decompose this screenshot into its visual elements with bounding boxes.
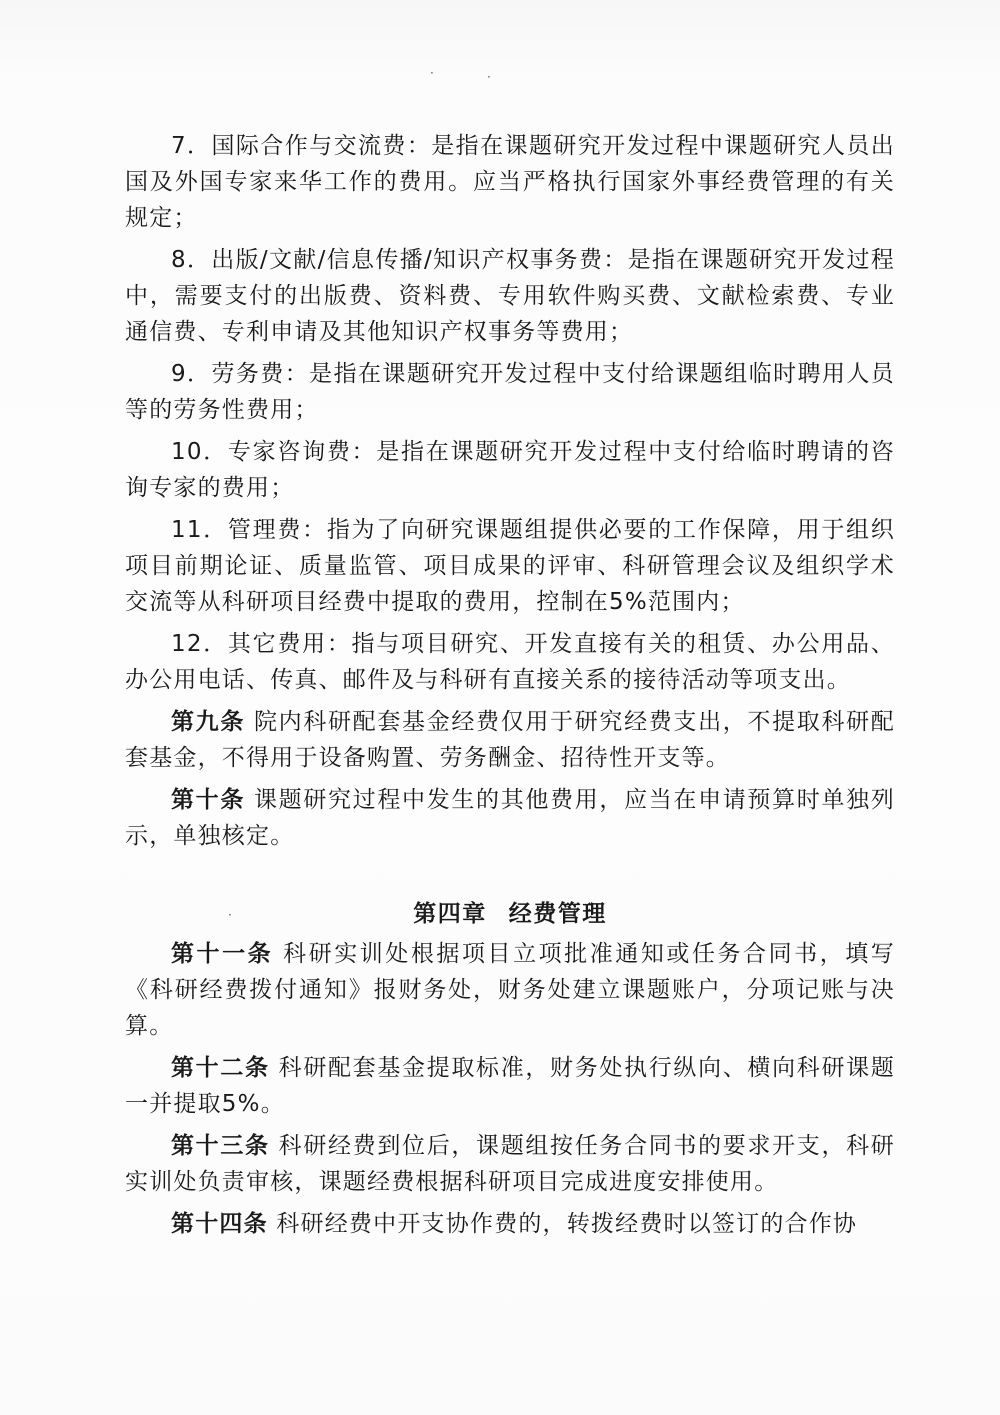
- chapter-heading: [125, 896, 895, 932]
- article-14: [125, 1206, 895, 1242]
- scan-speck: ·: [487, 70, 491, 84]
- article-12: [125, 1050, 895, 1122]
- scan-speck: ·: [430, 66, 434, 80]
- article-9: [125, 704, 895, 776]
- article-label: 第十三条: [171, 1133, 270, 1159]
- article-11: [125, 936, 895, 1044]
- article-text: 科研经费中开支协作费的，转拨经费时以签订的合作协: [276, 1211, 858, 1237]
- article-13: [125, 1128, 895, 1200]
- article-text: 科研配套基金提取标准，财务处执行纵向、横向科研课题一并提取5%。: [125, 1055, 895, 1117]
- article-label: 第十条: [171, 787, 246, 813]
- article-10: [125, 782, 895, 854]
- expense-item-12: 12．其它费用：指与项目研究、开发直接有关的租赁、办公用品、办公用电话、传真、邮件及与科研有直接关系的接待活动等项支出。: [125, 631, 895, 693]
- expense-item-10: 10．专家咨询费：是指在课题研究开发过程中支付给临时聘请的咨询专家的费用；: [125, 439, 895, 501]
- chapter-title: 经费管理: [508, 901, 607, 927]
- expense-item-9: 9．劳务费：是指在课题研究开发过程中支付给课题组临时聘用人员等的劳务性费用；: [125, 361, 895, 423]
- article-text: 课题研究过程中发生的其他费用，应当在申请预算时单独列示，单独核定。: [125, 787, 895, 849]
- chapter-number: 第四章: [413, 901, 487, 927]
- article-label: 第十四条: [171, 1211, 268, 1237]
- article-text: 科研实训处根据项目立项批准通知或任务合同书，填写《科研经费拨付通知》报财务处，财务处建立课题账户，分项记账与决算。: [125, 941, 895, 1039]
- article-text: 院内科研配套基金经费仅用于研究经费支出，不提取科研配套基金，不得用于设备购置、劳务酬金、招待性开支等。: [125, 709, 895, 771]
- article-label: 第十一条: [171, 941, 274, 967]
- article-text: 科研经费到位后，课题组按任务合同书的要求开支，科研实训处负责审核，课题经费根据科研项目完成进度安排使用。: [125, 1133, 895, 1195]
- scan-speck: ·: [228, 908, 232, 922]
- expense-item-7: 7．国际合作与交流费：是指在课题研究开发过程中课题研究人员出国及外国专家来华工作的费用。应当严格执行国家外事经费管理的有关规定；: [125, 133, 895, 231]
- article-label: 第十二条: [171, 1055, 270, 1081]
- article-label: 第九条: [171, 709, 246, 735]
- expense-item-11: 11．管理费：指为了向研究课题组提供必要的工作保障，用于组织项目前期论证、质量监管、项目成果的评审、科研管理会议及组织学术交流等从科研项目经费中提取的费用，控制在5%范围内；: [125, 517, 895, 615]
- expense-item-8: 8．出版/文献/信息传播/知识产权事务费：是指在课题研究开发过程中，需要支付的出版费、资料费、专用软件购买费、文献检索费、专业通信费、专利申请及其他知识产权事务等费用；: [125, 247, 895, 345]
- document-body: [125, 128, 895, 1242]
